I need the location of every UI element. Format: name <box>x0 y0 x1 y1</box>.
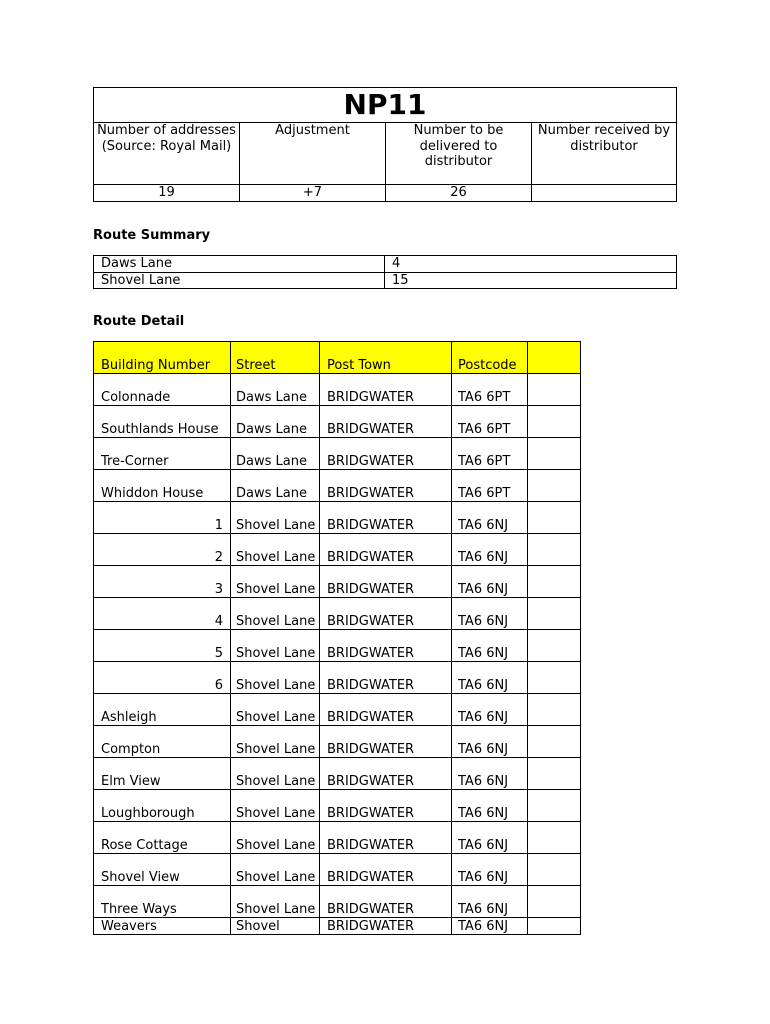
extra-cell <box>528 566 581 598</box>
post-town: BRIDGWATER <box>320 790 452 822</box>
extra-cell <box>528 662 581 694</box>
extra-cell <box>528 470 581 502</box>
street: Shovel Lane <box>231 854 320 886</box>
building-number: Colonnade <box>94 374 231 406</box>
street: Shovel Lane <box>231 534 320 566</box>
col-building-number: Building Number <box>94 342 231 374</box>
table-row <box>94 662 581 694</box>
extra-cell <box>528 758 581 790</box>
post-town: BRIDGWATER <box>320 630 452 662</box>
value-adjustment: +7 <box>240 185 386 202</box>
post-town: BRIDGWATER <box>320 726 452 758</box>
table-row <box>94 438 581 470</box>
table-row <box>94 630 581 662</box>
table-row <box>94 726 581 758</box>
table-row <box>94 502 581 534</box>
table-row <box>94 854 581 886</box>
postcode: TA6 6NJ <box>452 694 528 726</box>
postcode: TA6 6PT <box>452 438 528 470</box>
building-number: Rose Cottage <box>94 822 231 854</box>
table-row <box>94 694 581 726</box>
street: Shovel <box>231 918 320 935</box>
route-summary-heading: Route Summary <box>93 228 211 243</box>
extra-cell <box>528 886 581 918</box>
building-number: Southlands House <box>94 406 231 438</box>
extra-cell <box>528 502 581 534</box>
postcode: TA6 6PT <box>452 374 528 406</box>
postcode: TA6 6NJ <box>452 726 528 758</box>
post-town: BRIDGWATER <box>320 918 452 935</box>
extra-cell <box>528 438 581 470</box>
allocation-table <box>93 87 677 202</box>
street: Shovel Lane <box>231 790 320 822</box>
extra-cell <box>528 822 581 854</box>
post-town: BRIDGWATER <box>320 438 452 470</box>
street: Daws Lane <box>231 438 320 470</box>
street: Shovel Lane <box>231 822 320 854</box>
street: Shovel Lane <box>231 502 320 534</box>
col-postcode: Postcode <box>452 342 528 374</box>
table-row <box>94 374 581 406</box>
postcode: TA6 6PT <box>452 406 528 438</box>
extra-cell <box>528 374 581 406</box>
summary-row <box>94 272 677 289</box>
building-number: Weavers <box>94 918 231 935</box>
post-town: BRIDGWATER <box>320 406 452 438</box>
street: Shovel Lane <box>231 694 320 726</box>
post-town: BRIDGWATER <box>320 854 452 886</box>
building-number: 1 <box>94 502 231 534</box>
post-town: BRIDGWATER <box>320 662 452 694</box>
building-number: Three Ways <box>94 886 231 918</box>
post-town: BRIDGWATER <box>320 566 452 598</box>
route-code: NP11 <box>94 88 677 123</box>
detail-header-row <box>94 342 581 374</box>
table-row <box>94 758 581 790</box>
building-number: 5 <box>94 630 231 662</box>
building-number: 2 <box>94 534 231 566</box>
table-row <box>94 918 581 935</box>
postcode: TA6 6PT <box>452 470 528 502</box>
building-number: Whiddon House <box>94 470 231 502</box>
extra-cell <box>528 534 581 566</box>
post-town: BRIDGWATER <box>320 598 452 630</box>
table-row <box>94 534 581 566</box>
table-row <box>94 470 581 502</box>
building-number: 6 <box>94 662 231 694</box>
street: Shovel Lane <box>231 662 320 694</box>
street: Shovel Lane <box>231 598 320 630</box>
extra-cell <box>528 726 581 758</box>
post-town: BRIDGWATER <box>320 470 452 502</box>
post-town: BRIDGWATER <box>320 822 452 854</box>
building-number: Shovel View <box>94 854 231 886</box>
street: Shovel Lane <box>231 726 320 758</box>
extra-cell <box>528 790 581 822</box>
post-town: BRIDGWATER <box>320 374 452 406</box>
col-street: Street <box>231 342 320 374</box>
col-number-of-addresses: Number of addresses (Source: Royal Mail) <box>94 123 240 185</box>
post-town: BRIDGWATER <box>320 758 452 790</box>
table-row <box>94 886 581 918</box>
post-town: BRIDGWATER <box>320 502 452 534</box>
extra-cell <box>528 694 581 726</box>
route-detail-heading: Route Detail <box>93 314 185 329</box>
route-summary-table <box>93 255 677 289</box>
postcode: TA6 6NJ <box>452 790 528 822</box>
building-number: Loughborough <box>94 790 231 822</box>
summary-street: Daws Lane <box>94 256 385 273</box>
value-number-to-deliver: 26 <box>386 185 532 202</box>
summary-count: 4 <box>385 256 677 273</box>
value-number-of-addresses: 19 <box>94 185 240 202</box>
postcode: TA6 6NJ <box>452 598 528 630</box>
extra-cell <box>528 630 581 662</box>
postcode: TA6 6NJ <box>452 662 528 694</box>
postcode: TA6 6NJ <box>452 886 528 918</box>
postcode: TA6 6NJ <box>452 534 528 566</box>
col-adjustment: Adjustment <box>240 123 386 185</box>
extra-cell <box>528 918 581 935</box>
summary-count: 15 <box>385 272 677 289</box>
post-town: BRIDGWATER <box>320 694 452 726</box>
street: Shovel Lane <box>231 630 320 662</box>
col-number-received: Number received by distributor <box>532 123 677 185</box>
postcode: TA6 6NJ <box>452 630 528 662</box>
building-number: Compton <box>94 726 231 758</box>
building-number: Ashleigh <box>94 694 231 726</box>
extra-cell <box>528 406 581 438</box>
postcode: TA6 6NJ <box>452 854 528 886</box>
table-row <box>94 790 581 822</box>
postcode: TA6 6NJ <box>452 502 528 534</box>
street: Daws Lane <box>231 406 320 438</box>
extra-cell <box>528 854 581 886</box>
post-town: BRIDGWATER <box>320 886 452 918</box>
summary-street: Shovel Lane <box>94 272 385 289</box>
postcode: TA6 6NJ <box>452 566 528 598</box>
post-town: BRIDGWATER <box>320 534 452 566</box>
table-row <box>94 406 581 438</box>
postcode: TA6 6NJ <box>452 822 528 854</box>
building-number: 3 <box>94 566 231 598</box>
building-number: Elm View <box>94 758 231 790</box>
summary-row <box>94 256 677 273</box>
table-row <box>94 598 581 630</box>
building-number: Tre-Corner <box>94 438 231 470</box>
table-row <box>94 566 581 598</box>
col-extra <box>528 342 581 374</box>
street: Shovel Lane <box>231 886 320 918</box>
table-row <box>94 822 581 854</box>
street: Daws Lane <box>231 470 320 502</box>
col-post-town: Post Town <box>320 342 452 374</box>
postcode: TA6 6NJ <box>452 758 528 790</box>
col-number-to-deliver: Number to be delivered to distributor <box>386 123 532 185</box>
extra-cell <box>528 598 581 630</box>
street: Shovel Lane <box>231 566 320 598</box>
value-number-received <box>532 185 677 202</box>
postcode: TA6 6NJ <box>452 918 528 935</box>
building-number: 4 <box>94 598 231 630</box>
street: Daws Lane <box>231 374 320 406</box>
street: Shovel Lane <box>231 758 320 790</box>
route-detail-table <box>93 341 581 935</box>
